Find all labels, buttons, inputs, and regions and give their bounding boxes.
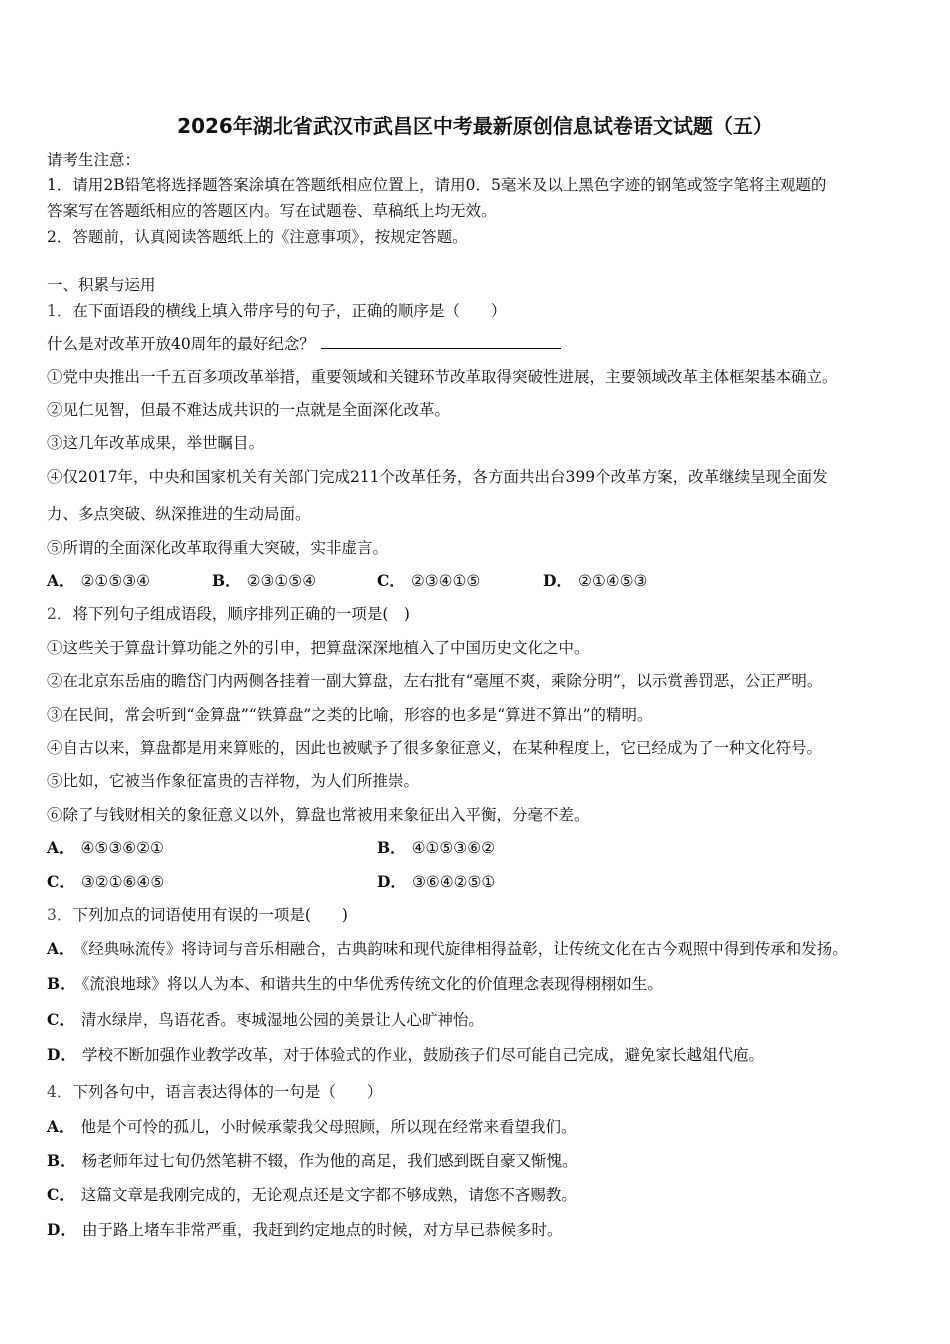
option-d[interactable]: [377, 871, 495, 893]
section-heading: 一、积累与运用: [47, 276, 156, 294]
option-a[interactable]: [47, 1116, 577, 1138]
notice-heading: 请考生注意：: [47, 151, 141, 169]
option-label: C．: [47, 1185, 75, 1204]
option-text: 由于路上堵车非常严重，我赶到约定地点的时候，对方早已恭候多时。: [81, 1221, 563, 1239]
option-label: B．: [212, 571, 241, 590]
option-c[interactable]: [47, 1184, 577, 1206]
question-number: 3．: [47, 906, 73, 924]
option-text: 《流浪地球》将以人为本、和谐共生的中华优秀传统文化的价值理念表现得栩栩如生。: [81, 975, 663, 993]
sentence-item: ②见仁见智，但最不难达成共识的一点就是全面深化改革。: [47, 401, 451, 419]
question-4: [47, 1081, 382, 1103]
option-text: ②③④①⑤: [410, 572, 481, 590]
option-c[interactable]: [377, 570, 480, 592]
sentence-item: ④仅2017年，中央和国家机关有关部门完成211个改革任务，各方面共出台399个改革方案，改革继续呈现全面发: [47, 468, 828, 486]
option-d[interactable]: [47, 1219, 562, 1241]
sentence-item: ⑤比如，它被当作象征富贵的吉祥物，为人们所推崇。: [47, 772, 420, 790]
option-label: C．: [47, 1010, 75, 1029]
option-a[interactable]: [47, 570, 150, 592]
sentence-item: ①这些关于算盘计算功能之外的引申，把算盘深深地植入了中国历史文化之中。: [47, 639, 590, 657]
question-stem: 将下列句子组成语段，顺序排列正确的一项是( ): [72, 605, 410, 623]
option-text: 清水绿岸，鸟语花香。枣城湿地公园的美景让人心旷神怡。: [80, 1011, 484, 1029]
option-text: ②①⑤③④: [80, 572, 151, 590]
option-text: 学校不断加强作业教学改革，对于体验式的作业，鼓励孩子们尽可能自己完成，避免家长越俎代庖。: [81, 1046, 764, 1064]
question-2: [47, 603, 410, 625]
option-c[interactable]: [47, 1009, 484, 1031]
option-text: ④①⑤③⑥②: [411, 839, 495, 857]
sentence-item: ⑥除了与钱财相关的象征意义以外，算盘也常被用来象征出入平衡，分毫不差。: [47, 806, 590, 824]
notice-line: 2．答题前，认真阅读答题纸上的《注意事项》，按规定答题。: [47, 228, 468, 246]
option-text: 《经典咏流传》将诗词与音乐相融合，古典韵味和现代旋律相得益彰，让传统文化在古今观照中得到传承和发扬。: [80, 940, 848, 958]
exam-title: 2026年湖北省武汉市武昌区中考最新原创信息试卷语文试题（五）: [177, 114, 773, 138]
option-b[interactable]: [212, 570, 316, 592]
option-text: 这篇文章是我刚完成的，无论观点还是文字都不够成熟，请您不吝赐教。: [80, 1186, 577, 1204]
option-c[interactable]: [47, 871, 164, 893]
option-text: ②①④⑤③: [577, 572, 648, 590]
option-label: A．: [47, 838, 75, 857]
option-label: D．: [47, 1045, 76, 1064]
option-b[interactable]: [377, 837, 495, 859]
prompt-text: 什么是对改革开放40周年的最好纪念？: [47, 335, 315, 353]
option-d[interactable]: [47, 1044, 764, 1066]
sentence-item: ⑤所谓的全面深化改革取得重大突破，实非虚言。: [47, 539, 389, 557]
option-text: ③②①⑥④⑤: [80, 873, 165, 891]
option-a[interactable]: [47, 837, 164, 859]
option-label: A．: [47, 1117, 75, 1136]
option-text: ④⑤③⑥②①: [80, 839, 164, 857]
option-label: A．: [47, 571, 75, 590]
option-label: D．: [377, 872, 406, 891]
question-1: [47, 300, 506, 322]
option-label: D．: [543, 571, 572, 590]
option-text: 他是个可怜的孤儿，小时候承蒙我父母照顾，所以现在经常来看望我们。: [80, 1118, 577, 1136]
option-label: B．: [377, 838, 406, 857]
option-label: C．: [47, 872, 75, 891]
option-text: ②③①⑤④: [246, 572, 317, 590]
option-label: B．: [47, 1151, 76, 1170]
sentence-item: ④自古以来，算盘都是用来算账的，因此也被赋予了很多象征意义，在某种程度上，它已经成为了一种文化符号。: [47, 739, 823, 757]
question-stem: 下列加点的词语使用有误的一项是( ): [72, 906, 348, 924]
option-a[interactable]: [47, 938, 848, 960]
option-label: A．: [47, 939, 75, 958]
sentence-item: ②在北京东岳庙的瞻岱门内两侧各挂着一副大算盘，左右批有“毫厘不爽，乘除分明”，以示赏善罚恶，公正严明。: [47, 672, 823, 690]
question-stem: 在下面语段的横线上填入带序号的句子，正确的顺序是（ ）: [72, 302, 507, 320]
question-number: 1．: [47, 302, 73, 320]
sentence-item: ①党中央推出一千五百多项改革举措，重要领域和关键环节改革取得突破性进展，主要领域改革主体框架基本确立。: [47, 368, 838, 386]
sentence-item: ③在民间，常会听到“金算盘”“铁算盘”之类的比喻，形容的也多是“算进不算出”的精明。: [47, 706, 653, 724]
option-label: C．: [377, 571, 405, 590]
notice-line: 1．请用2B铅笔将选择题答案涂填在答题纸相应位置上，请用0．5毫米及以上黑色字迹的钢笔或签字笔将主观题的: [47, 176, 827, 194]
option-d[interactable]: [543, 570, 647, 592]
option-text: ③⑥④②⑤①: [411, 873, 496, 891]
question-3: [47, 904, 348, 926]
option-label: B．: [47, 974, 76, 993]
question-stem: 下列各句中，语言表达得体的一句是（ ）: [72, 1083, 383, 1101]
sentence-item: ③这几年改革成果，举世瞩目。: [47, 434, 265, 452]
option-label: D．: [47, 1220, 76, 1239]
question-number: 2．: [47, 605, 73, 623]
sentence-item: 力、多点突破、纵深推进的生动局面。: [47, 505, 311, 523]
notice-line: 答案写在答题纸相应的答题区内。写在试题卷、草稿纸上均无效。: [47, 202, 497, 220]
question-number: 4．: [47, 1083, 73, 1101]
question-prompt: [47, 333, 561, 355]
option-b[interactable]: [47, 973, 663, 995]
option-b[interactable]: [47, 1150, 578, 1172]
answer-blank: [321, 334, 561, 349]
option-text: 杨老师年过七旬仍然笔耕不辍，作为他的高足，我们感到既自豪又惭愧。: [81, 1152, 578, 1170]
